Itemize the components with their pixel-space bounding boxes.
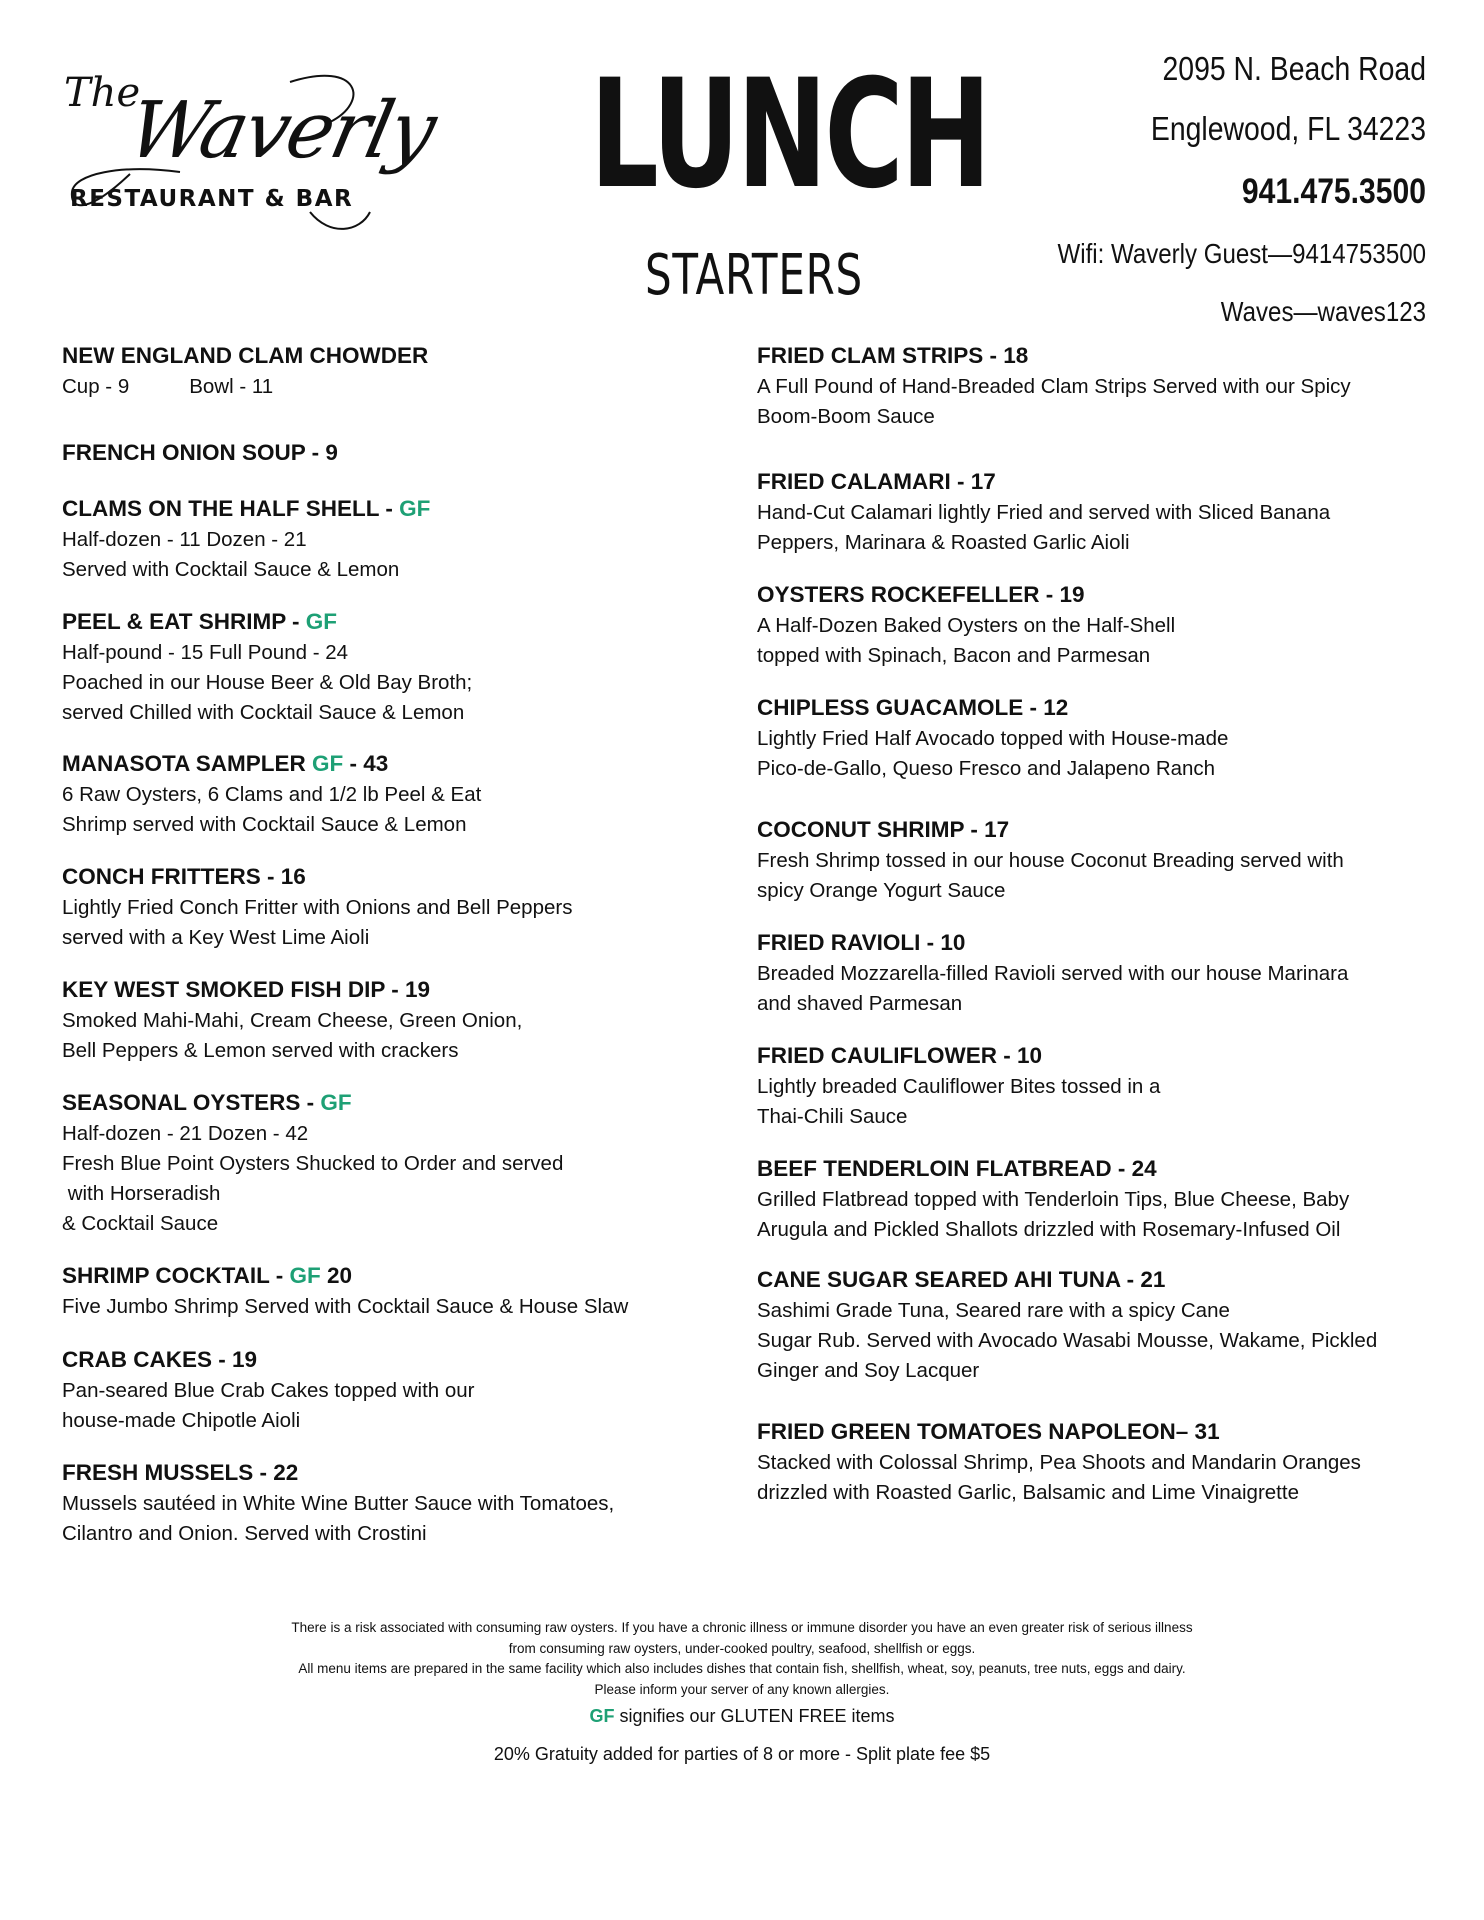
item-name: FRIED CLAM STRIPS - 18 — [757, 343, 1029, 368]
item-desc-line: Pico-de-Gallo, Queso Fresco and Jalapeno Ranch — [757, 757, 1216, 780]
item-desc-line: Peppers, Marinara & Roasted Garlic Aioli — [757, 531, 1130, 554]
item-name: CHIPLESS GUACAMOLE - 12 — [757, 695, 1069, 720]
menu-item-coconut-shrimp — [757, 814, 1437, 906]
item-desc-line: topped with Spinach, Bacon and Parmesan — [757, 644, 1151, 667]
size-bowl: Bowl - 11 — [189, 375, 274, 398]
item-desc-line: Pan-seared Blue Crab Cakes topped with our — [62, 1379, 475, 1402]
item-desc-line: Grilled Flatbread topped with Tenderloin Tips, Blue Cheese, Baby — [757, 1188, 1350, 1211]
item-desc-line: Fresh Shrimp tossed in our house Coconut Breading served with — [757, 849, 1344, 872]
item-desc-line: Hand-Cut Calamari lightly Fried and served with Sliced Banana — [757, 501, 1331, 524]
gf-badge: GF — [589, 1706, 615, 1726]
item-desc-line: served with a Key West Lime Aioli — [62, 926, 370, 949]
address-line-2: Englewood, FL 34223 — [1150, 110, 1426, 147]
menu-item-fried-green-tomatoes — [757, 1416, 1437, 1508]
menu-item-fried-clam-strips — [757, 340, 1437, 432]
item-desc-line: Bell Peppers & Lemon served with crackers — [62, 1039, 459, 1062]
menu-item-seasonal-oysters — [62, 1087, 702, 1239]
item-desc-line: Shrimp served with Cocktail Sauce & Lemon — [62, 813, 467, 836]
menu-item-fried-ravioli — [757, 927, 1437, 1019]
item-name: FRIED GREEN TOMATOES NAPOLEON– 31 — [757, 1419, 1220, 1444]
item-desc-line: Half-dozen - 11 Dozen - 21 — [62, 528, 307, 551]
menu-item-shrimp-cocktail — [62, 1260, 702, 1322]
footer-notice — [0, 1618, 1484, 1768]
gf-legend: GF signifies our GLUTEN FREE items — [589, 1706, 895, 1726]
item-desc-line: Fresh Blue Point Oysters Shucked to Order and served — [62, 1152, 564, 1175]
item-desc-line: 6 Raw Oysters, 6 Clams and 1/2 lb Peel & Eat — [62, 783, 482, 806]
item-desc-line: Five Jumbo Shrimp Served with Cocktail Sauce & House Slaw — [62, 1295, 629, 1318]
gf-badge: GF — [320, 1090, 352, 1115]
item-name: OYSTERS ROCKEFELLER - 19 — [757, 582, 1085, 607]
size-cup: Cup - 9 — [62, 375, 130, 398]
gratuity-note: 20% Gratuity added for parties of 8 or more - Split plate fee $5 — [493, 1744, 991, 1764]
item-desc-line: & Cocktail Sauce — [62, 1212, 219, 1235]
item-name: FRIED RAVIOLI - 10 — [757, 930, 966, 955]
item-name: BEEF TENDERLOIN FLATBREAD - 24 — [757, 1156, 1157, 1181]
gf-badge: GF — [312, 751, 344, 776]
gf-badge: GF — [289, 1263, 321, 1288]
item-desc-line: Half-dozen - 21 Dozen - 42 — [62, 1122, 309, 1145]
item-desc-line: Ginger and Soy Lacquer — [757, 1359, 980, 1382]
item-name: CLAMS ON THE HALF SHELL - GF — [62, 496, 431, 521]
item-name: FRENCH ONION SOUP - 9 — [62, 440, 338, 465]
menu-item-beef-tenderloin-flatbread — [757, 1153, 1437, 1245]
item-desc-line: Sugar Rub. Served with Avocado Wasabi Mousse, Wakame, Pickled — [757, 1329, 1378, 1352]
item-desc-line: Boom-Boom Sauce — [757, 405, 935, 428]
item-name: COCONUT SHRIMP - 17 — [757, 817, 1010, 842]
item-desc-line: served Chilled with Cocktail Sauce & Lemon — [62, 701, 465, 724]
item-name: MANASOTA SAMPLER GF - 43 — [62, 751, 389, 776]
menu-item-peel-eat-shrimp — [62, 606, 702, 728]
waverly-logo — [60, 62, 442, 232]
wifi-line-2: Waves—waves123 — [1220, 296, 1426, 327]
menu-item-fresh-mussels — [62, 1457, 702, 1549]
address-line-1: 2095 N. Beach Road — [1162, 50, 1426, 87]
warning-line: All menu items are prepared in the same facility which also includes dishes that contain fish, shellfish, wheat, soy, peanuts, tree nuts, eggs and dairy. — [298, 1661, 1186, 1676]
item-name: PEEL & EAT SHRIMP - GF — [62, 609, 338, 634]
item-desc-line: Thai-Chili Sauce — [757, 1105, 908, 1128]
wifi-line-1: Wifi: Waverly Guest—9414753500 — [1057, 238, 1426, 269]
item-name: CRAB CAKES - 19 — [62, 1347, 258, 1372]
item-name: CONCH FRITTERS - 16 — [62, 864, 306, 889]
phone-number: 941.475.3500 — [1241, 172, 1426, 211]
item-name: FRIED CALAMARI - 17 — [757, 469, 996, 494]
item-desc-line: house-made Chipotle Aioli — [62, 1409, 301, 1432]
menu-item-oysters-rockefeller — [757, 579, 1437, 671]
item-name: NEW ENGLAND CLAM CHOWDER — [62, 343, 429, 368]
item-desc-line: A Full Pound of Hand-Breaded Clam Strips Served with our Spicy — [757, 375, 1351, 398]
item-desc-line: Arugula and Pickled Shallots drizzled with Rosemary-Infused Oil — [757, 1218, 1341, 1241]
item-desc-line: Breaded Mozzarella-filled Ravioli served with our house Marinara — [757, 962, 1349, 985]
item-desc-line: Sashimi Grade Tuna, Seared rare with a spicy Cane — [757, 1299, 1230, 1322]
contact-block — [926, 50, 1426, 336]
item-name: CANE SUGAR SEARED AHI TUNA - 21 — [757, 1267, 1166, 1292]
item-desc-line: Mussels sautéed in White Wine Butter Sauce with Tomatoes, — [62, 1492, 615, 1515]
item-desc-line: with Horseradish — [62, 1182, 221, 1205]
item-name: KEY WEST SMOKED FISH DIP - 19 — [62, 977, 430, 1002]
item-desc-line: Stacked with Colossal Shrimp, Pea Shoots and Mandarin Oranges — [757, 1451, 1361, 1474]
menu-item-french-onion-soup — [62, 437, 702, 469]
item-desc-line: A Half-Dozen Baked Oysters on the Half-Shell — [757, 614, 1176, 637]
menu-item-ahi-tuna — [757, 1264, 1437, 1386]
menu-item-clams-half-shell — [62, 493, 702, 585]
menu-item-chipless-guacamole — [757, 692, 1437, 784]
menu-item-fried-calamari — [757, 466, 1437, 558]
section-title: STARTERS — [645, 243, 863, 308]
item-desc-line: and shaved Parmesan — [757, 992, 963, 1015]
warning-line: There is a risk associated with consuming raw oysters. If you have a chronic illness or immune disorder you have an even greater risk of serious illness — [291, 1620, 1193, 1635]
item-name: SHRIMP COCKTAIL - GF 20 — [62, 1263, 353, 1288]
item-sizes — [62, 372, 702, 402]
item-name: FRESH MUSSELS - 22 — [62, 1460, 299, 1485]
item-desc-line: Lightly Fried Conch Fritter with Onions and Bell Peppers — [62, 896, 573, 919]
warning-line: from consuming raw oysters, under-cooked poultry, seafood, shellfish or eggs. — [508, 1640, 976, 1656]
gf-badge: GF — [399, 496, 431, 521]
item-name: SEASONAL OYSTERS - GF — [62, 1090, 352, 1115]
item-desc-line: Lightly Fried Half Avocado topped with House-made — [757, 727, 1229, 750]
menu-item-manasota-sampler — [62, 748, 702, 840]
item-desc-line: Cilantro and Onion. Served with Crostini — [62, 1522, 427, 1545]
menu-item-fried-cauliflower — [757, 1040, 1437, 1132]
menu-item-clam-chowder — [62, 340, 702, 402]
item-desc-line: Lightly breaded Cauliflower Bites tossed in a — [757, 1075, 1161, 1098]
logo-the-text: The — [64, 70, 141, 116]
menu-item-smoked-fish-dip — [62, 974, 702, 1066]
item-desc-line: Half-pound - 15 Full Pound - 24 — [62, 641, 349, 664]
logo-subtitle: RESTAURANT & BAR — [70, 186, 354, 212]
item-desc-line: Smoked Mahi-Mahi, Cream Cheese, Green Onion, — [62, 1009, 523, 1032]
item-desc-line: Served with Cocktail Sauce & Lemon — [62, 558, 400, 581]
item-desc-line: drizzled with Roasted Garlic, Balsamic and Lime Vinaigrette — [757, 1481, 1299, 1504]
menu-item-conch-fritters — [62, 861, 702, 953]
item-desc-line: Poached in our House Beer & Old Bay Broth; — [62, 671, 473, 694]
item-desc-line: spicy Orange Yogurt Sauce — [757, 879, 1006, 902]
menu-item-crab-cakes — [62, 1344, 702, 1436]
gf-badge: GF — [305, 609, 338, 634]
menu-title: LUNCH — [590, 48, 989, 222]
item-name: FRIED CAULIFLOWER - 10 — [757, 1043, 1042, 1068]
warning-line: Please inform your server of any known allergies. — [594, 1681, 890, 1697]
logo-name-text: Waverly — [120, 86, 442, 176]
